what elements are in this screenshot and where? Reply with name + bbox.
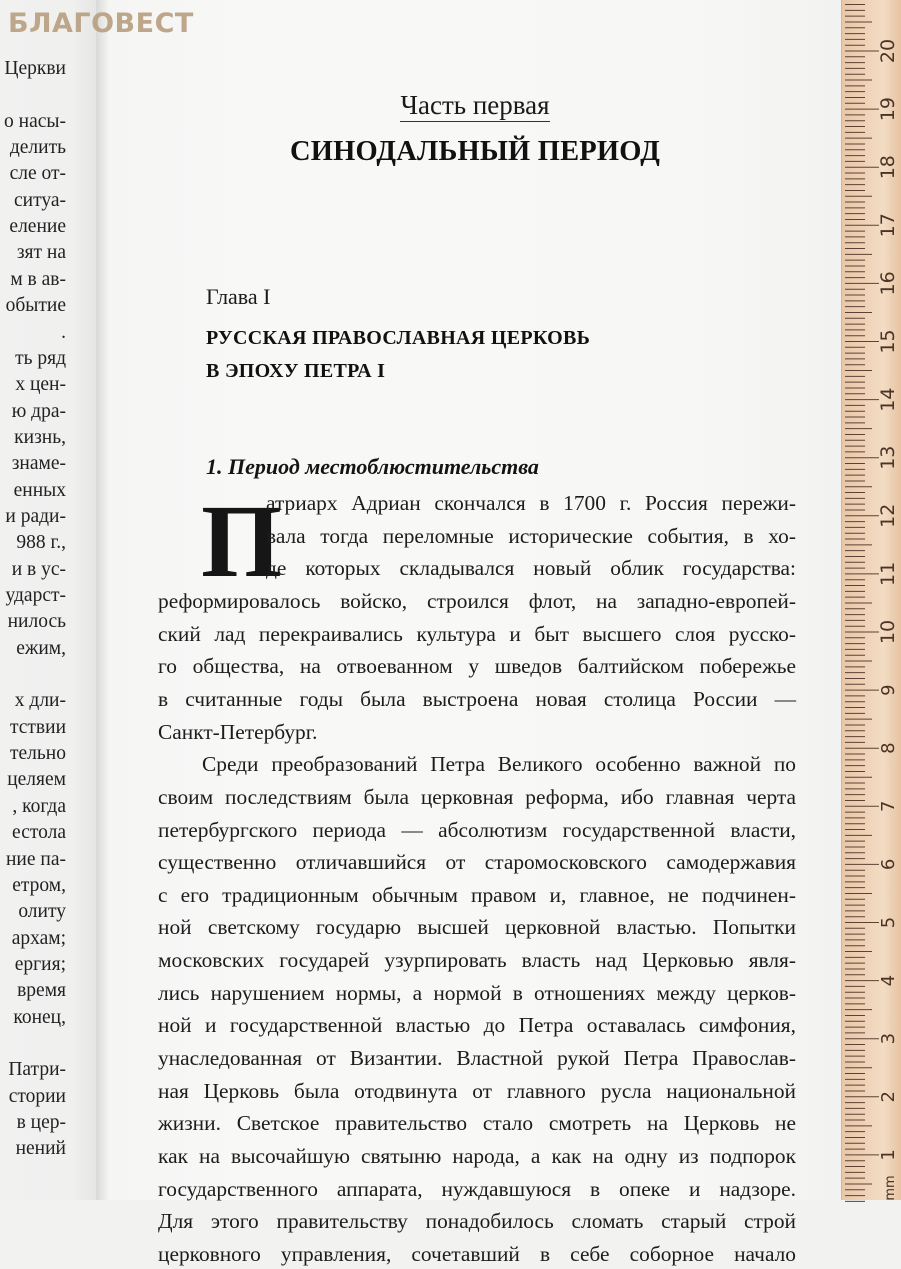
body-line: существенно отличавшийся от старомосковского самодержавия — [158, 850, 796, 875]
left-page-line: Церкви — [4, 58, 66, 79]
body-line: с его традиционным обычным правом и, главное, не подчинен- — [158, 882, 796, 907]
left-page-line: х дли- — [14, 690, 66, 712]
left-page-line: знаме- — [11, 453, 66, 475]
left-page-line: ергия; — [14, 953, 66, 975]
left-page-line: еление — [9, 216, 66, 238]
body-line: атриарх Адриан скончался в 1700 г. Россия пережи- — [266, 491, 796, 515]
ruler-scale — [842, 0, 901, 1200]
body-line: ский лад перекраивались культура и быт высшего слоя русско- — [158, 621, 796, 646]
left-page-line: ть ряд — [15, 347, 66, 369]
section-title: 1. Период местоблюстительства — [206, 454, 539, 479]
left-page-line: енных — [13, 479, 66, 501]
ruler-label: 6 — [878, 858, 899, 871]
ruler-label: 16 — [877, 271, 899, 296]
left-page-line: х цен- — [15, 374, 66, 396]
body-line: унаследованная от Византии. Властной рукой Петра Православ- — [158, 1046, 796, 1071]
body-line: ной светскому государю высшей церковной властью. Попытки — [158, 915, 796, 940]
left-page-line: тельно — [10, 743, 66, 765]
body-line: лись нарушением нормы, а нормой в отношениях между церков- — [158, 980, 796, 1005]
ruler-label: 7 — [878, 800, 899, 813]
left-page-line: етром, — [12, 874, 66, 896]
left-page-line: кизнь, — [14, 426, 66, 448]
ruler-label: 9 — [878, 684, 899, 696]
watermark-logo: БЛАГОВЕСТ — [8, 8, 194, 39]
body-line: вала тогда переломные исторические события, в хо- — [266, 523, 796, 548]
ruler-label: 11 — [877, 561, 899, 586]
ruler-label: 19 — [877, 97, 899, 122]
left-page-line: Патри- — [8, 1059, 66, 1081]
body-line: Для этого правительству понадобилось сломать старый строй — [158, 1209, 796, 1234]
left-page-line: нений — [15, 1138, 66, 1160]
body-line: Санкт-Петербург. — [158, 719, 318, 744]
ruler-label: 1 — [878, 1149, 899, 1161]
left-page-line: , когда — [12, 795, 66, 817]
part-label-text: Часть первая — [400, 90, 550, 120]
left-page-line: целяем — [7, 769, 66, 791]
body-line: ная Церковь была отодвинута от главного русла национальной — [158, 1078, 796, 1103]
drop-cap: П — [201, 484, 282, 599]
ruler-label: 13 — [877, 445, 899, 470]
body-line: го общества, на отвоеванном у шведов балтийском побережье — [158, 654, 796, 679]
left-page-line: м в ав- — [10, 268, 66, 290]
left-page-line: время — [17, 980, 66, 1002]
left-page-line: и в ус- — [11, 558, 66, 580]
ruler-label: 4 — [878, 974, 899, 987]
ruler-label: 5 — [878, 916, 899, 929]
left-page-line: стории — [8, 1085, 66, 1107]
body-line: ной и государственной властью до Петра оставалась симфония, — [158, 1013, 796, 1038]
body-line: церковного управления, сочетавший в себе соборное начало — [158, 1241, 796, 1266]
left-page-line: архам; — [11, 927, 66, 949]
body-line: реформировалось войско, строился флот, на западно-европей- — [158, 588, 796, 613]
left-page-line: делить — [9, 137, 66, 159]
ruler-unit-label: mm — [883, 1175, 898, 1201]
body-line: Среди преобразований Петра Великого особенно важной по — [202, 752, 796, 777]
right-page — [108, 0, 842, 1266]
left-page-line: обытие — [5, 295, 66, 317]
ruler — [841, 0, 901, 1200]
ruler-label: 15 — [877, 329, 899, 354]
ruler-label: 8 — [878, 742, 899, 754]
left-page-line: 988 г., — [16, 532, 66, 554]
body-line: в считанные годы была выстроена новая столица России — — [158, 686, 796, 711]
chapter-title — [206, 322, 766, 388]
left-page-line: естола — [12, 822, 66, 844]
ruler-label: 20 — [877, 38, 899, 64]
left-page-line: зят на — [16, 242, 66, 264]
left-page — [0, 0, 104, 1200]
body-line: петербургского периода — абсолютизм государственной власти, — [158, 817, 796, 842]
left-page-line: ударст- — [5, 585, 66, 606]
left-page-line: нилось — [7, 611, 66, 633]
left-page-line: ситуа- — [14, 189, 66, 211]
ruler-label: 10 — [877, 619, 899, 645]
chapter-label: Глава I — [206, 284, 271, 309]
body-line: как на высочайшую святыню народа, а как на одну из подпорок — [158, 1144, 796, 1168]
left-page-line: тствии — [9, 716, 66, 738]
body-line: своим последствиям была церковная реформа, ибо главная черта — [158, 784, 796, 809]
ruler-label: 17 — [877, 213, 899, 238]
ruler-label: 2 — [878, 1091, 899, 1103]
ruler-label: 12 — [877, 503, 899, 528]
left-page-line: ежим, — [16, 637, 66, 659]
left-page-line: олиту — [18, 901, 66, 923]
ruler-label: 14 — [877, 387, 899, 412]
left-page-line: в цер- — [16, 1112, 66, 1133]
ruler-label: 18 — [877, 155, 899, 180]
body-line: государственного аппарата, нуждавшуюся в опеке и надзоре. — [158, 1176, 796, 1201]
part-label — [108, 90, 842, 121]
left-page-line: . — [61, 321, 66, 343]
ruler-label: 3 — [878, 1032, 899, 1045]
left-page-line: о насы- — [4, 110, 66, 132]
left-page-line: конец, — [13, 1006, 66, 1028]
body-line: жизни. Светское правительство стало смотреть на Церковь не — [158, 1111, 796, 1136]
chapter-title-line-1: РУССКАЯ ПРАВОСЛАВНАЯ ЦЕРКОВЬ — [206, 327, 591, 349]
left-page-line: ю дра- — [11, 400, 66, 422]
left-page-line: сле от- — [9, 163, 66, 185]
chapter-title-line-2: В ЭПОХУ ПЕТРА I — [206, 360, 386, 382]
body-line: де которых складывался новый облик государства: — [266, 556, 796, 581]
body-line: московских государей узурпировать власть над Церковью явля- — [158, 948, 796, 973]
part-title: СИНОДАЛЬНЫЙ ПЕРИОД — [289, 136, 661, 167]
left-page-line: и ради- — [5, 505, 66, 527]
left-page-line: ние па- — [6, 848, 66, 870]
